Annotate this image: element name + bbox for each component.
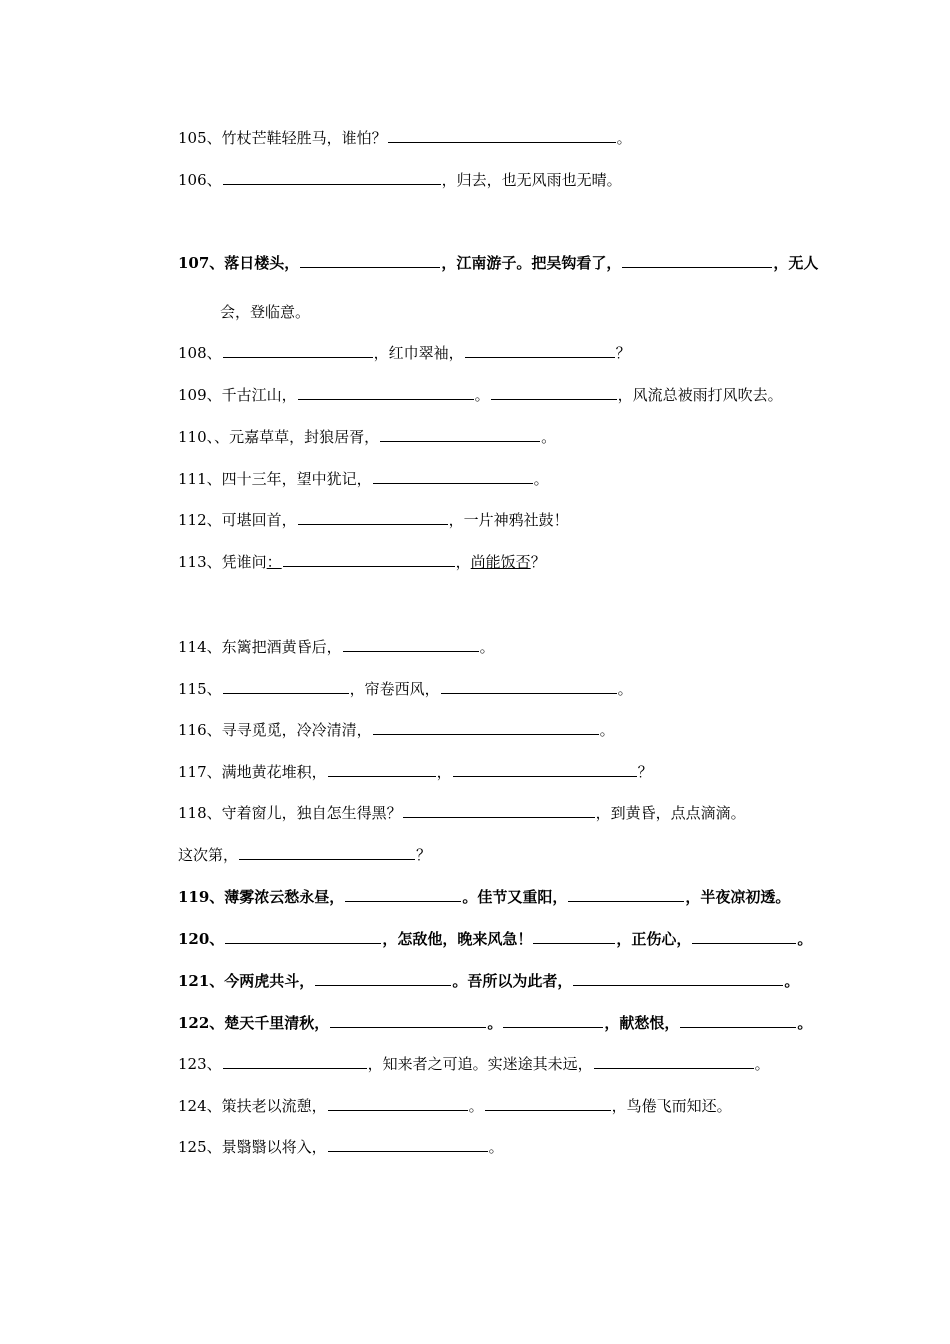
question-text: 这次第， [178, 846, 239, 864]
question-122 [178, 1013, 910, 1033]
answer-blank[interactable] [573, 971, 783, 986]
answer-blank[interactable] [680, 1013, 796, 1028]
question-text: 尚能饭否 [470, 553, 531, 571]
question-text: 。 [784, 972, 800, 990]
answer-blank[interactable] [533, 929, 615, 944]
question-text: ，风流总被雨打风吹去。 [617, 386, 783, 404]
question-text: 。 [797, 930, 813, 948]
question-text: 109、千古江山， [178, 386, 297, 404]
question-text: 。 [617, 680, 633, 698]
question-112 [178, 510, 910, 530]
question-text: ，半夜凉初透。 [685, 888, 791, 906]
answer-blank[interactable] [225, 929, 381, 944]
question-text: ？ [416, 846, 432, 864]
question-text: 。 [616, 129, 632, 147]
question-text: 。 [488, 1138, 504, 1156]
question-124 [178, 1096, 910, 1116]
question-text: 。 [479, 638, 495, 656]
question-text: 121、今两虎共斗， [178, 972, 315, 990]
answer-blank[interactable] [491, 385, 617, 400]
answer-blank[interactable] [223, 1054, 367, 1069]
question-text: ，怎敌他，晚来风急！ [382, 930, 533, 948]
question-115 [178, 679, 910, 699]
question-109 [178, 385, 910, 405]
question-text: 117、满地黄花堆积， [178, 763, 327, 781]
question-text: ，到黄昏，点点滴滴。 [595, 804, 746, 822]
question-111 [178, 469, 910, 489]
question-106 [178, 170, 910, 190]
question-text: 。 [533, 470, 549, 488]
answer-blank[interactable] [568, 887, 684, 902]
question-118 [178, 803, 910, 823]
question-text: ，红巾翠袖， [373, 344, 464, 362]
question-text: 118、守着窗儿，独自怎生得黑？ [178, 804, 402, 822]
question-text: ，知来者之可追。实迷途其未远， [367, 1055, 593, 1073]
answer-blank[interactable] [223, 343, 373, 358]
question-text: 。 [797, 1014, 813, 1032]
question-text: 124、策扶老以流憩， [178, 1097, 327, 1115]
answer-blank[interactable] [239, 845, 415, 860]
question-123 [178, 1054, 910, 1074]
question-118-continued [178, 845, 910, 865]
question-117 [178, 762, 910, 782]
answer-blank[interactable] [328, 1096, 468, 1111]
question-text: ，归去，也无风雨也无晴。 [441, 171, 622, 189]
question-text: 。 [474, 386, 490, 404]
question-text: 。 [468, 1097, 484, 1115]
answer-blank[interactable] [503, 1013, 603, 1028]
question-107-continued [220, 302, 910, 322]
question-text: 。 [487, 1014, 503, 1032]
answer-blank[interactable] [594, 1054, 754, 1069]
answer-blank[interactable] [223, 679, 349, 694]
question-text: ，献愁恨， [604, 1014, 680, 1032]
question-text: 108、 [178, 344, 222, 362]
question-107 [178, 253, 910, 273]
answer-blank[interactable] [692, 929, 796, 944]
question-text: ，帘卷西风， [349, 680, 440, 698]
question-121 [178, 971, 910, 991]
answer-blank[interactable] [298, 385, 474, 400]
question-text: 106、 [178, 171, 222, 189]
answer-blank[interactable] [328, 1137, 488, 1152]
question-text: 105、竹杖芒鞋轻胜马，谁怕？ [178, 129, 387, 147]
answer-blank[interactable] [403, 803, 595, 818]
question-text: 123、 [178, 1055, 222, 1073]
question-113 [178, 552, 910, 572]
question-110 [178, 427, 910, 447]
answer-blank[interactable] [441, 679, 617, 694]
answer-blank[interactable] [343, 637, 479, 652]
question-text: ，江南游子。把吴钩看了， [441, 254, 622, 272]
question-text: 。 [541, 428, 557, 446]
question-text: 114、东篱把酒黄昏后， [178, 638, 342, 656]
answer-blank[interactable] [315, 971, 451, 986]
question-114 [178, 637, 910, 657]
question-text: 112、可堪回首， [178, 511, 297, 529]
question-text: 110、、元嘉草草，封狼居胥， [178, 428, 380, 446]
question-125 [178, 1137, 910, 1157]
answer-blank[interactable] [328, 762, 436, 777]
answer-blank[interactable] [300, 253, 440, 268]
question-text: 会，登临意。 [220, 303, 311, 321]
question-text: ？ [615, 344, 631, 362]
question-text: ， [455, 553, 471, 571]
question-text: 115、 [178, 680, 222, 698]
answer-blank[interactable] [373, 720, 599, 735]
question-text: 122、楚天千里清秋， [178, 1014, 330, 1032]
answer-blank[interactable] [380, 427, 540, 442]
answer-blank[interactable] [622, 253, 772, 268]
question-108 [178, 343, 910, 363]
answer-blank[interactable] [223, 170, 441, 185]
question-text: ？ [530, 553, 546, 571]
answer-blank[interactable] [453, 762, 637, 777]
answer-blank[interactable] [283, 552, 455, 567]
answer-blank[interactable] [373, 469, 533, 484]
question-text: 。 [754, 1055, 770, 1073]
answer-blank[interactable] [465, 343, 615, 358]
question-text: 。佳节又重阳， [462, 888, 568, 906]
question-text: ？ [637, 763, 653, 781]
question-text: 120、 [178, 930, 225, 948]
question-text: ，鸟倦飞而知还。 [611, 1097, 732, 1115]
question-text: ，正伤心， [616, 930, 692, 948]
question-text: ，一片神鸦社鼓！ [448, 511, 569, 529]
question-text: ： [266, 553, 282, 571]
question-text: 111、四十三年，望中犹记， [178, 470, 372, 488]
question-text: 。吾所以为此者， [452, 972, 573, 990]
question-text: ， [436, 763, 452, 781]
question-text: 113、凭谁问 [178, 553, 267, 571]
answer-blank[interactable] [345, 887, 461, 902]
question-text: 125、景翳翳以将入， [178, 1138, 327, 1156]
answer-blank[interactable] [388, 128, 616, 143]
question-text: 119、薄雾浓云愁永昼， [178, 888, 345, 906]
question-text: 。 [599, 721, 615, 739]
question-text: 116、寻寻觅觅，冷冷清清， [178, 721, 372, 739]
question-116 [178, 720, 910, 740]
answer-blank[interactable] [485, 1096, 611, 1111]
question-text: ，无人 [773, 254, 819, 272]
question-119 [178, 887, 910, 907]
question-text: 107、落日楼头， [178, 254, 300, 272]
answer-blank[interactable] [298, 510, 448, 525]
question-120 [178, 929, 910, 949]
answer-blank[interactable] [330, 1013, 486, 1028]
question-105 [178, 128, 910, 148]
